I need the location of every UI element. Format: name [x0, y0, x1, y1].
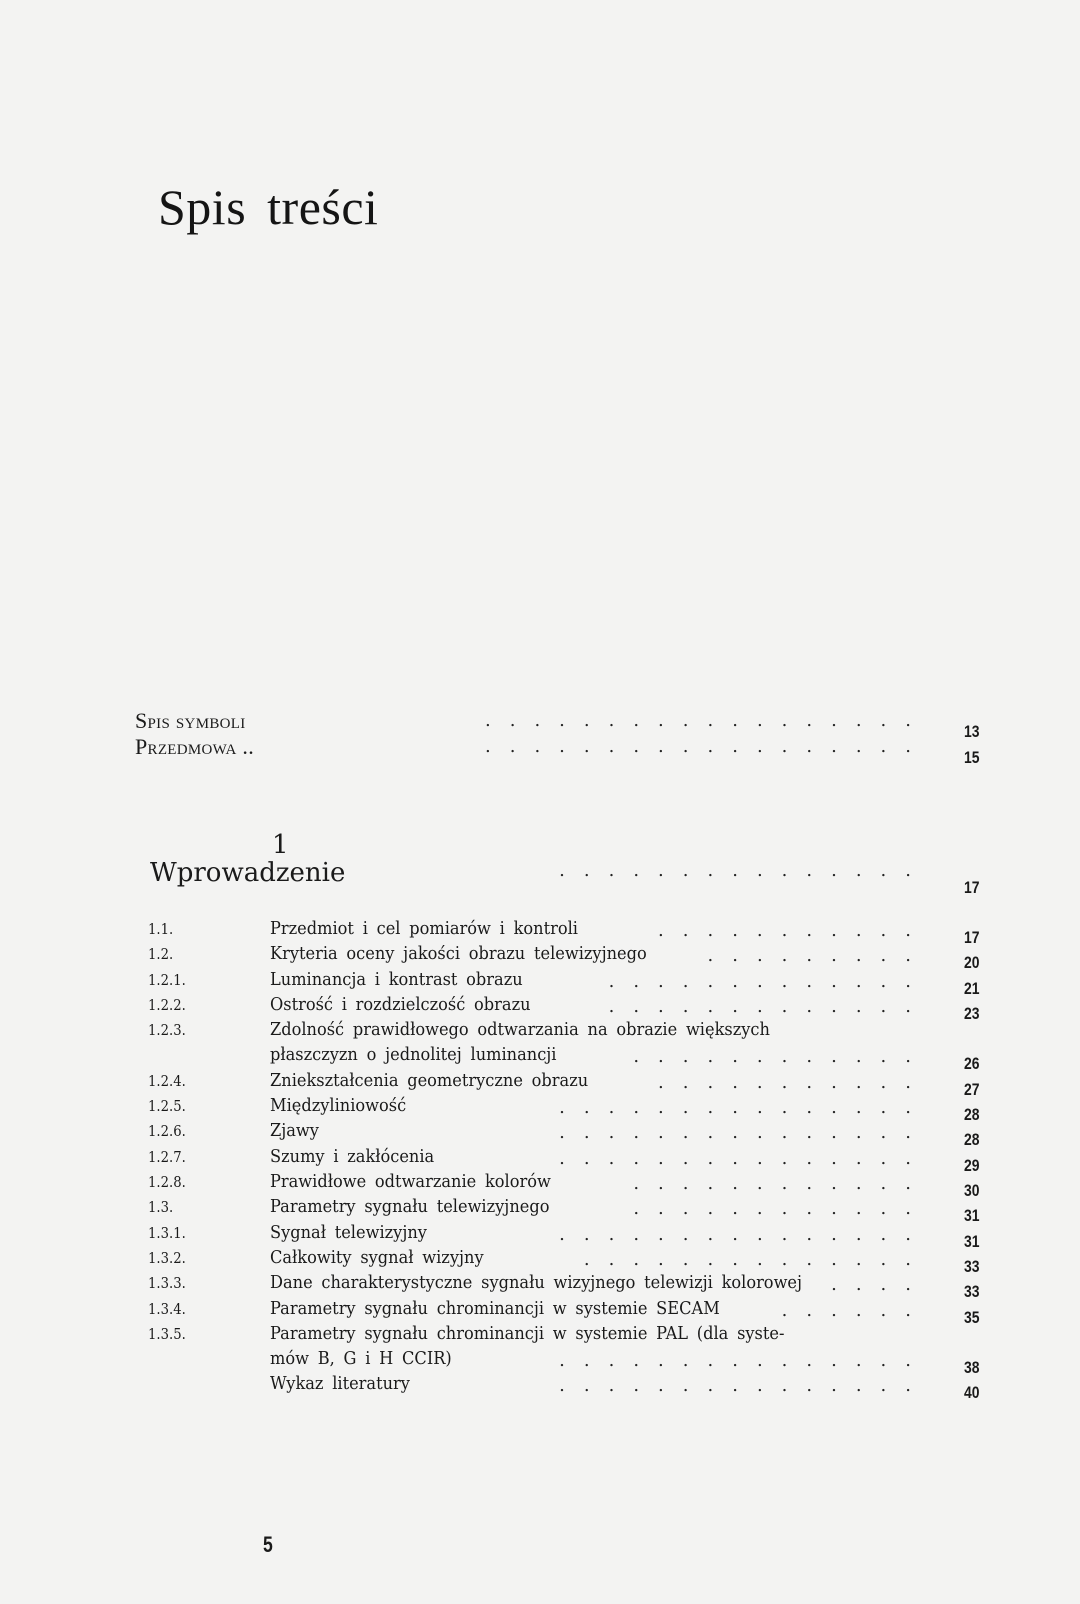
toc-entry-page: 23 — [964, 1003, 980, 1023]
toc-entry-page: 21 — [964, 978, 980, 998]
dot-leader: ...... — [781, 1299, 930, 1321]
toc-entry-label: Całkowity sygnał wizyjny — [270, 1246, 484, 1268]
toc-entry — [0, 1221, 1080, 1251]
toc-entry-label: Zniekształcenia geometryczne obrazu — [270, 1069, 589, 1091]
toc-entry — [0, 945, 1080, 971]
toc-entry-number: 1.3.4. — [148, 1299, 186, 1318]
toc-entry-page: 31 — [964, 1231, 980, 1251]
toc-entry-number: 1.3.2. — [148, 1248, 186, 1267]
dot-leader: ............... — [559, 1147, 930, 1169]
dot-leader: ............... — [559, 1223, 930, 1245]
toc-entry — [0, 1173, 1080, 1199]
toc-entry — [0, 1122, 1080, 1148]
dot-leader: ............. — [608, 995, 930, 1017]
toc-entry — [0, 1375, 1080, 1401]
toc-entry-page: 27 — [964, 1079, 980, 1099]
toc-entry-label: Kryteria oceny jakości obrazu telewizyjnego — [270, 943, 647, 965]
dot-leader: ............ — [633, 1173, 930, 1194]
dot-leader: ........... — [658, 920, 930, 941]
toc-entry-label: Ostrość i rozdzielczość obrazu — [270, 993, 531, 1015]
chapter-number: 1 — [272, 830, 289, 860]
toc-entry-page: 31 — [964, 1206, 980, 1226]
toc-entry-label: Wykaz literatury — [270, 1373, 410, 1395]
toc-entry-page: 15 — [964, 748, 980, 767]
toc-entry-number: 1.2.5. — [148, 1097, 186, 1116]
toc-entry-page: 17 — [964, 928, 980, 947]
dot-leader: ............... — [559, 1122, 930, 1144]
toc-entry-number: 1.2.4. — [148, 1071, 186, 1090]
toc-entry — [0, 1274, 1080, 1300]
toc-entry-label: Parametry sygnału chrominancji w systemie SECAM — [270, 1297, 720, 1319]
toc-entry — [0, 708, 1080, 741]
toc-entry-page: 29 — [964, 1155, 980, 1175]
chapter-title: Wprowadzenie — [150, 858, 346, 888]
toc-entry-label: Parametry sygnału chrominancji w systemie PAL (dla syste- — [270, 1322, 785, 1344]
dot-leader: ......... — [707, 945, 930, 967]
toc-entry-label: Prawidłowe odtwarzanie kolorów — [270, 1171, 551, 1192]
chapter-page: 17 — [964, 878, 980, 897]
dot-leader: ............... — [559, 1350, 930, 1372]
toc-entry-number: 1.3.5. — [148, 1324, 186, 1343]
toc-entry-page: 28 — [964, 1130, 980, 1150]
toc-entry-page: 26 — [964, 1054, 980, 1074]
toc-entry-page: 20 — [964, 953, 980, 973]
toc-entry-page: 30 — [964, 1181, 980, 1200]
toc-entry-label-continued: mów B, G i H CCIR) — [270, 1348, 452, 1370]
toc-entry-label: Sygnał telewizyjny — [270, 1221, 427, 1243]
toc-entry-number: 1.2.2. — [148, 995, 186, 1014]
toc-entry-number: 1.3. — [148, 1198, 174, 1217]
page-number: 5 — [263, 1532, 273, 1557]
toc-entry-page: 35 — [964, 1307, 980, 1327]
toc-entry-page: 28 — [964, 1105, 980, 1125]
toc-entry — [0, 1246, 1080, 1276]
toc-entry-number: 1.2.8. — [148, 1173, 186, 1191]
toc-entry-label: Szumy i zakłócenia — [270, 1145, 435, 1167]
toc-entry-page: 38 — [964, 1358, 980, 1378]
dot-leader: ........... — [658, 1071, 930, 1093]
toc-entry-label-continued: płaszczyzn o jednolitej luminancji — [270, 1044, 557, 1066]
toc-entry-page: 33 — [964, 1282, 980, 1302]
toc-entry-label: Przedmowa .. — [135, 734, 254, 759]
toc-entry-label: Zjawy — [270, 1120, 319, 1142]
toc-entry-number: 1.2. — [148, 945, 174, 964]
toc-entry-label: Przedmiot i cel pomiarów i kontroli — [270, 918, 578, 939]
toc-entry — [0, 734, 1080, 767]
toc-entry-number: 1.1. — [148, 920, 174, 938]
dot-leader: .................. — [485, 710, 930, 731]
toc-entry-number: 1.2.3. — [148, 1021, 186, 1040]
dot-leader: ............ — [633, 1198, 930, 1220]
toc-entry-label: Zdolność prawidłowego odtwarzania na obrazie większych — [270, 1019, 770, 1041]
dot-leader: ............... — [559, 1375, 930, 1397]
toc-entry — [0, 1069, 1080, 1099]
toc-entry-number: 1.3.3. — [148, 1274, 186, 1293]
dot-leader: .... — [831, 1274, 930, 1296]
toc-entry-number: 1.2.7. — [148, 1147, 186, 1166]
toc-entry-page: 40 — [964, 1383, 980, 1403]
toc-entry — [0, 968, 1080, 998]
dot-leader: ............... — [559, 860, 930, 881]
toc-entry-number: 1.3.1. — [148, 1223, 186, 1242]
toc-entry-label: Międzyliniowość — [270, 1095, 407, 1117]
toc-entry-number: 1.2.6. — [148, 1122, 186, 1141]
toc-entry — [0, 920, 1080, 946]
toc-entry — [0, 1297, 1080, 1327]
toc-entry-number: 1.2.1. — [148, 970, 186, 989]
toc-entry-label: Spis symboli — [135, 708, 246, 733]
dot-leader: ............ — [633, 1046, 930, 1068]
toc-entry-label: Dane charakterystyczne sygnału wizyjnego telewizji kolorowej — [270, 1272, 803, 1294]
dot-leader: ............... — [559, 1097, 930, 1119]
toc-entry-label: Parametry sygnału telewizyjnego — [270, 1196, 550, 1218]
page-title: Spis treści — [158, 179, 379, 235]
dot-leader: .............. — [583, 1248, 930, 1270]
toc-entry — [0, 1097, 1080, 1123]
toc-entry — [0, 993, 1080, 1023]
toc-entry-page: 33 — [964, 1256, 980, 1276]
toc-entry — [0, 1198, 1080, 1224]
dot-leader: .................. — [485, 736, 930, 757]
toc-entry — [0, 1145, 1080, 1175]
toc-entry — [0, 1019, 1080, 1074]
toc-entry-page: 13 — [964, 722, 980, 741]
toc-entry — [0, 1322, 1080, 1378]
toc-entry-label: Luminancja i kontrast obrazu — [270, 968, 523, 990]
dot-leader: ............. — [608, 970, 930, 992]
